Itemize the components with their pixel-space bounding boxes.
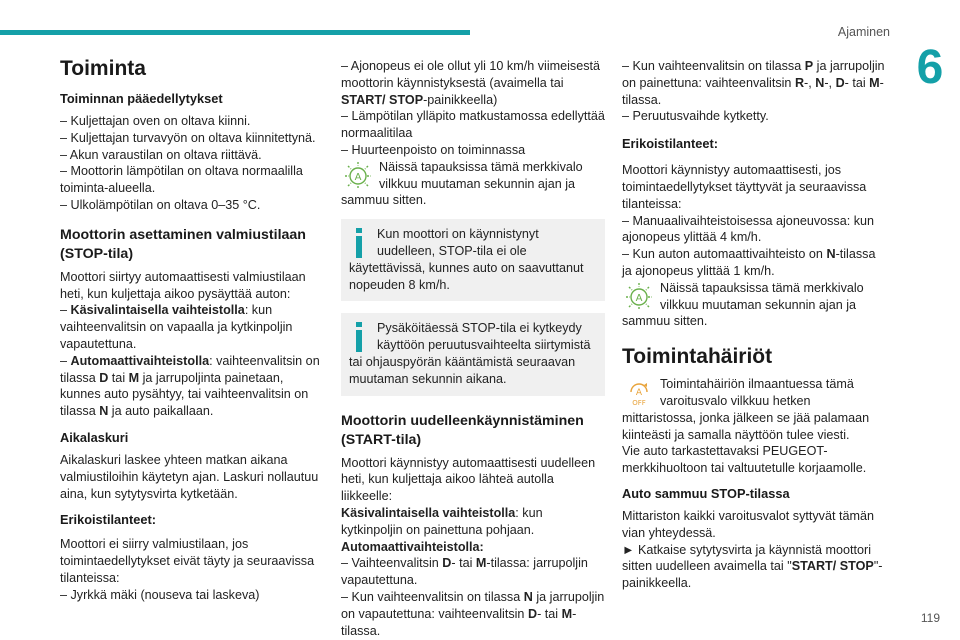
heading-special: Erikoistilanteet: — [60, 512, 157, 528]
gear-m: M — [128, 370, 140, 385]
column-2 — [341, 58, 605, 639]
bold-term: START/ STOP — [791, 559, 874, 574]
blink-note — [341, 159, 605, 209]
list-item: – Huurteenpoisto on toiminnassa — [341, 142, 526, 157]
gear-d: D — [99, 370, 109, 385]
svg-text:A: A — [354, 171, 362, 183]
text: tai — [108, 370, 129, 385]
text: -tilassa. — [341, 606, 577, 638]
off-label: OFF — [632, 399, 646, 408]
eco-stop-icon — [622, 280, 656, 312]
list-item: – Ulkolämpötilan on oltava 0–35 °C. — [60, 197, 261, 212]
text: - tai — [451, 556, 476, 571]
list-item: – Kuljettajan turvavyön on oltava kiinnitettynä. — [60, 130, 316, 145]
info-text: Pysäköitäessä STOP-tila ei kytkeydy käyttöön peruutusvaihteelta siirtymistä tai ohjauspyörän kääntämistä seuraavan muutaman sekunnin aikana. — [349, 321, 591, 386]
info-box-parking — [341, 313, 605, 395]
gear-d: D — [527, 606, 538, 621]
list-item: – Peruutusvaihde kytketty. — [622, 109, 769, 124]
bold-term: START/ STOP — [341, 92, 424, 107]
stop-start-off-icon — [622, 376, 656, 408]
heading-auto-off: Auto sammuu STOP-tilassa — [622, 485, 790, 501]
heading-start-mode: Moottorin uudelleenkäynnistäminen (START-tila) — [341, 412, 584, 448]
text: – Ajonopeus ei ole ollut yli 10 km/h viimeisestä moottorin käynnistyksestä (avaimella tai — [341, 59, 601, 90]
malfunction-text: Toimintahäiriön ilmaantuessa tämä varoitusvalo vilkkuu hetken mittaristossa, jonka jälkeen se jää palamaan kiinteästi ja samalla näyttöön tulee viesti. — [622, 377, 870, 442]
conditions-list — [60, 113, 322, 214]
text: ja jarrupoljinta painetaan, kunnes auto pysähtyy, tai vaihteenvalitsin on tilassa — [60, 370, 309, 419]
header-accent-bar — [0, 30, 470, 35]
text: ja auto paikallaan. — [108, 404, 214, 419]
blink-text: Näissä tapauksissa tämä merkkivalo vilkkuu muutaman sekunnin ajan ja sammuu sitten. — [341, 159, 583, 208]
gear-p: P — [804, 59, 814, 73]
text: -, — [824, 75, 836, 90]
gear-n: N — [826, 247, 836, 262]
text: - tai — [537, 606, 562, 621]
start-intro: Moottori käynnistyy automaattisesti uudelleen heti, kun kuljettaja aikoo lähteä autolla liikkeelle: — [341, 455, 596, 504]
text: ja jarrupoljin on painettuna: vaihteenvalitsin — [622, 59, 885, 90]
bold-term: Käsivalintaisella vaihteistolla — [70, 303, 245, 318]
bold-term: Automaattivaihteistolla: — [341, 539, 484, 554]
text: : vaihteenvalitsin on tilassa — [60, 353, 320, 385]
dash: – — [60, 353, 71, 368]
svg-text:A: A — [635, 292, 643, 304]
text: -tilassa ja ajonopeus ylittää 1 km/h. — [622, 247, 876, 278]
start-auto-heading — [341, 539, 605, 556]
gear-d: D — [442, 556, 452, 571]
eco-stop-icon — [341, 159, 375, 191]
text: -painikkeella) — [423, 92, 498, 107]
page-number: 119 — [920, 611, 940, 625]
section-title: Ajaminen — [837, 25, 890, 39]
heading-toiminta: Toiminta — [60, 57, 146, 80]
list-item — [622, 58, 886, 108]
chapter-number: 6 — [916, 41, 944, 94]
text: – Kun auton automaattivaihteisto on — [622, 247, 827, 262]
list-item: – Kuljettajan oven on oltava kiinni. — [60, 114, 251, 128]
info-icon — [349, 322, 371, 352]
list-item — [341, 589, 605, 639]
text: -tilassa. — [622, 75, 884, 107]
gear-d: D — [835, 75, 845, 90]
info-icon — [349, 228, 371, 258]
a-letter: A — [635, 388, 643, 399]
blink-note — [622, 280, 886, 330]
list-item: – Jyrkkä mäki (nouseva tai laskeva) — [60, 587, 260, 602]
stop-auto-item — [60, 353, 322, 420]
list-item: – Lämpötilan ylläpito matkustamossa edellyttää normaalitilaa — [341, 109, 605, 141]
heading-conditions: Toiminnan pääedellytykset — [60, 91, 223, 106]
auto-off-text: Mittariston kaikki varoitusvalot syttyvät tämän vian yhteydessä. — [622, 508, 874, 540]
info-box-restart — [341, 219, 605, 301]
gear-m: M — [869, 75, 880, 90]
stop-manual-item — [60, 302, 322, 352]
list-item: – Manuaalivaihteistoisessa ajoneuvossa: kun ajonopeus ylittää 4 km/h. — [622, 213, 875, 245]
text: -tilassa: jarrupoljin vapautettuna. — [341, 556, 588, 588]
bold-term: Automaattivaihteistolla — [70, 353, 210, 368]
heading-timer: Aikalaskuri — [60, 429, 129, 445]
start-manual-item — [341, 505, 605, 539]
text: – Kun vaihteenvalitsin on tilassa — [622, 59, 805, 73]
text: - tai — [844, 75, 870, 90]
text: -, — [804, 75, 816, 90]
list-item — [341, 555, 605, 589]
gear-n: N — [99, 404, 109, 419]
list-item — [341, 58, 605, 108]
gear-m: M — [561, 606, 573, 621]
heading-stop-mode: Moottorin asettaminen valmiustilaan (STOP-tila) — [60, 226, 306, 262]
text: : kun kytkinpoljin on painettuna pohjaan. — [341, 505, 543, 537]
text: ja jarrupoljin on vapautettuna: vaihteenvalitsin — [341, 589, 605, 621]
arrow-icon: ► — [622, 542, 635, 557]
text: – Vaihteenvalitsin — [341, 556, 443, 571]
heading-malfunctions: Toimintahäiriöt — [622, 345, 773, 369]
malfunction-text-2: Vie auto tarkastettavaksi PEUGEOT-merkkihuoltoon tai valtuutetulle korjaamolle. — [622, 444, 867, 476]
list-item: – Moottorin lämpötilan on oltava normaalilla toiminta-alueella. — [60, 164, 303, 196]
column-1 — [60, 56, 322, 604]
malfunction-note — [622, 376, 886, 443]
bold-term: Käsivalintaisella vaihteistolla — [341, 505, 516, 520]
list-item: – Akun varaustilan on oltava riittävä. — [60, 147, 262, 162]
blink-text: Näissä tapauksissa tämä merkkivalo vilkkuu muutaman sekunnin ajan ja sammuu sitten. — [622, 280, 864, 329]
gear-n: N — [523, 589, 533, 604]
special-intro: Moottori käynnistyy automaattisesti, jos toimintaedellytykset täyttyvät ja seuraavissa tilanteissa: — [622, 163, 867, 211]
timer-text: Aikalaskuri laskee yhteen matkan aikana valmiustiloihin käytetyn ajan. Laskuri nollautuu aina, kun sytytysvirta kytketään. — [60, 452, 319, 501]
gear-m: M — [475, 556, 487, 571]
text: – Kun vaihteenvalitsin on tilassa — [341, 589, 524, 604]
stop-intro: Moottori siirtyy automaattisesti valmiustilaan heti, kun kuljettaja aikoo pysäyttää auton: — [60, 269, 306, 301]
list-item — [622, 246, 886, 280]
heading-special: Erikoistilanteet: — [622, 136, 719, 152]
gear-r: R — [794, 75, 805, 90]
auto-off-action — [622, 542, 886, 592]
text: "-painikkeella. — [622, 559, 883, 591]
info-text: Kun moottori on käynnistynyt uudelleen, STOP-tila ei ole käytettävissä, kunnes auto on saavuttanut nopeuden 8 km/h. — [349, 227, 584, 292]
text: Katkaise sytytysvirta ja käynnistä moottori sitten uudelleen avaimella tai " — [622, 542, 872, 574]
special-intro: Moottori ei siirry valmiustilaan, jos toimintaedellytykset eivät täyty ja seuraavissa tilanteissa: — [60, 537, 315, 585]
column-3 — [622, 58, 886, 592]
dash: – — [60, 303, 71, 318]
gear-n: N — [815, 75, 825, 90]
text: : kun vaihteenvalitsin on vapaalla ja kytkinpoljin vapautettuna. — [60, 303, 293, 351]
